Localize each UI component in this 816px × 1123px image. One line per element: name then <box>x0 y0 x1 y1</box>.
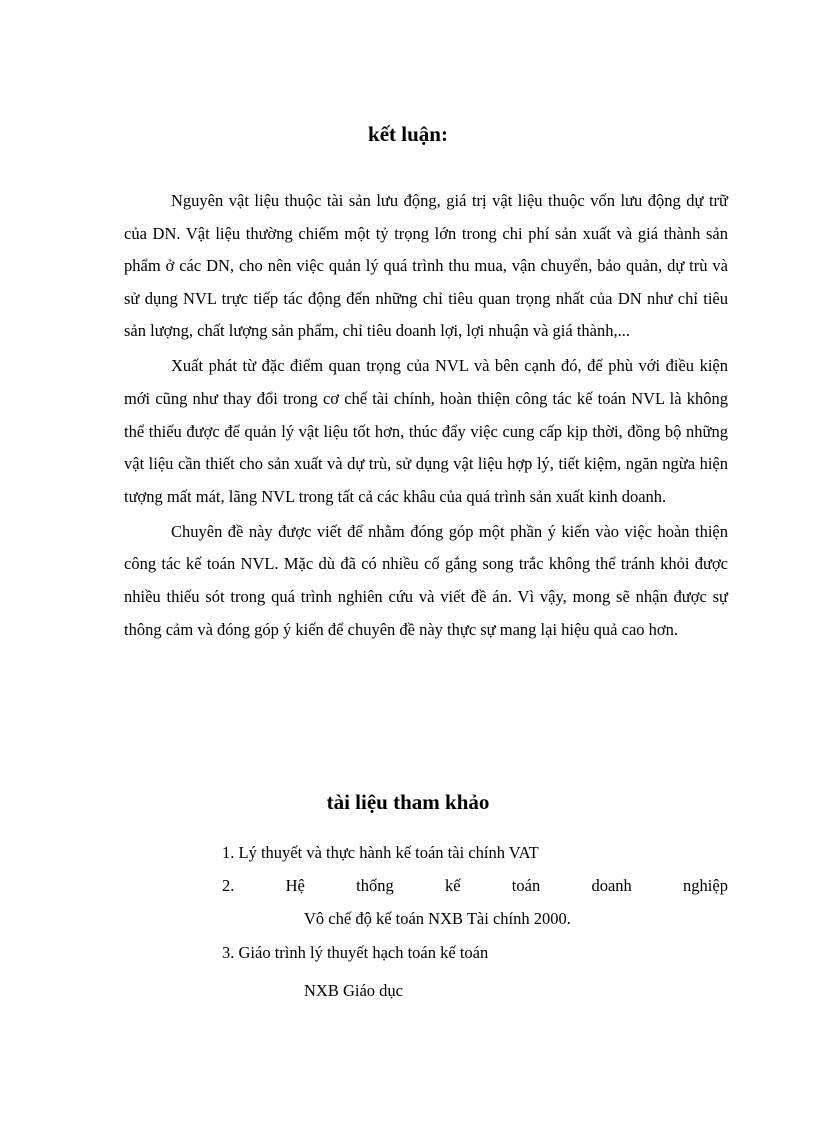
reference-item-2-publisher: Vô chế độ kế toán NXB Tài chính 2000. <box>304 909 571 928</box>
reference-item-2-word: kế <box>444 876 461 895</box>
conclusion-heading: kết luận: <box>368 122 448 146</box>
reference-item-2-word: thống <box>356 876 394 895</box>
reference-item-1: 1. Lý thuyết và thực hành kế toán tài chính VAT <box>222 843 539 862</box>
reference-item-2-word: toán <box>511 876 541 895</box>
references-heading: tài liệu tham khảo <box>326 790 490 814</box>
reference-item-2-word: nghiệp <box>683 876 728 895</box>
paragraph-2: Xuất phát từ đặc điểm quan trọng của NVL và bên cạnh đó, để phù với điều kiện mới cũng như thay đổi trong cơ chế tài chính, hoàn thiện công tác kế toán NVL là không thể thiếu được để quản lý vật liệu tốt hơn, thúc đẩy việc cung cấp kịp thời, đồng bộ những vật liệu cần thiết cho sản xuất và dự trù, sử dụng vật liệu hợp lý, tiết kiệm, ngăn ngừa hiện tượng mất mát, lãng NVL trong tất cả các khâu của quá trình sản xuất kinh doanh. <box>124 356 728 506</box>
reference-item-2 <box>222 876 728 896</box>
paragraph-3: Chuyên đề này được viết để nhằm đóng góp một phần ý kiến vào việc hoàn thiện công tác kế toán NVL. Mặc dù đã có nhiều cố gắng song trắc không thể tránh khỏi được nhiều thiếu sót trong quá trình nghiên cứu và viết đề án. Vì vậy, mong sẽ nhận được sự thông cảm và đóng góp ý kiến để chuyên đề này thực sự mang lại hiệu quả cao hơn. <box>124 521 728 639</box>
reference-item-2-word: Hệ <box>285 876 305 895</box>
reference-item-3-publisher: NXB Giáo dục <box>304 981 403 1000</box>
reference-item-3: 3. Giáo trình lý thuyết hạch toán kế toán <box>222 943 489 962</box>
paragraph-1: Nguyên vật liệu thuộc tài sản lưu động, giá trị vật liệu thuộc vốn lưu động dự trữ của DN. Vật liệu thường chiếm một tỷ trọng lớn trong chi phí sản xuất và giá thành sản phẩm ở các DN, cho nên việc quản lý quá trình thu mua, vận chuyển, bảo quản, dự trù và sử dụng NVL trực tiếp tác động đến những chỉ tiêu quan trọng nhất của DN như chỉ tiêu sản lượng, chất lượng sản phẩm, chỉ tiêu doanh lợi, lợi nhuận và giá thành,... <box>124 191 728 341</box>
reference-item-2-word: 2. <box>222 876 235 895</box>
reference-item-2-word: doanh <box>591 876 632 895</box>
conclusion-body <box>124 185 728 648</box>
